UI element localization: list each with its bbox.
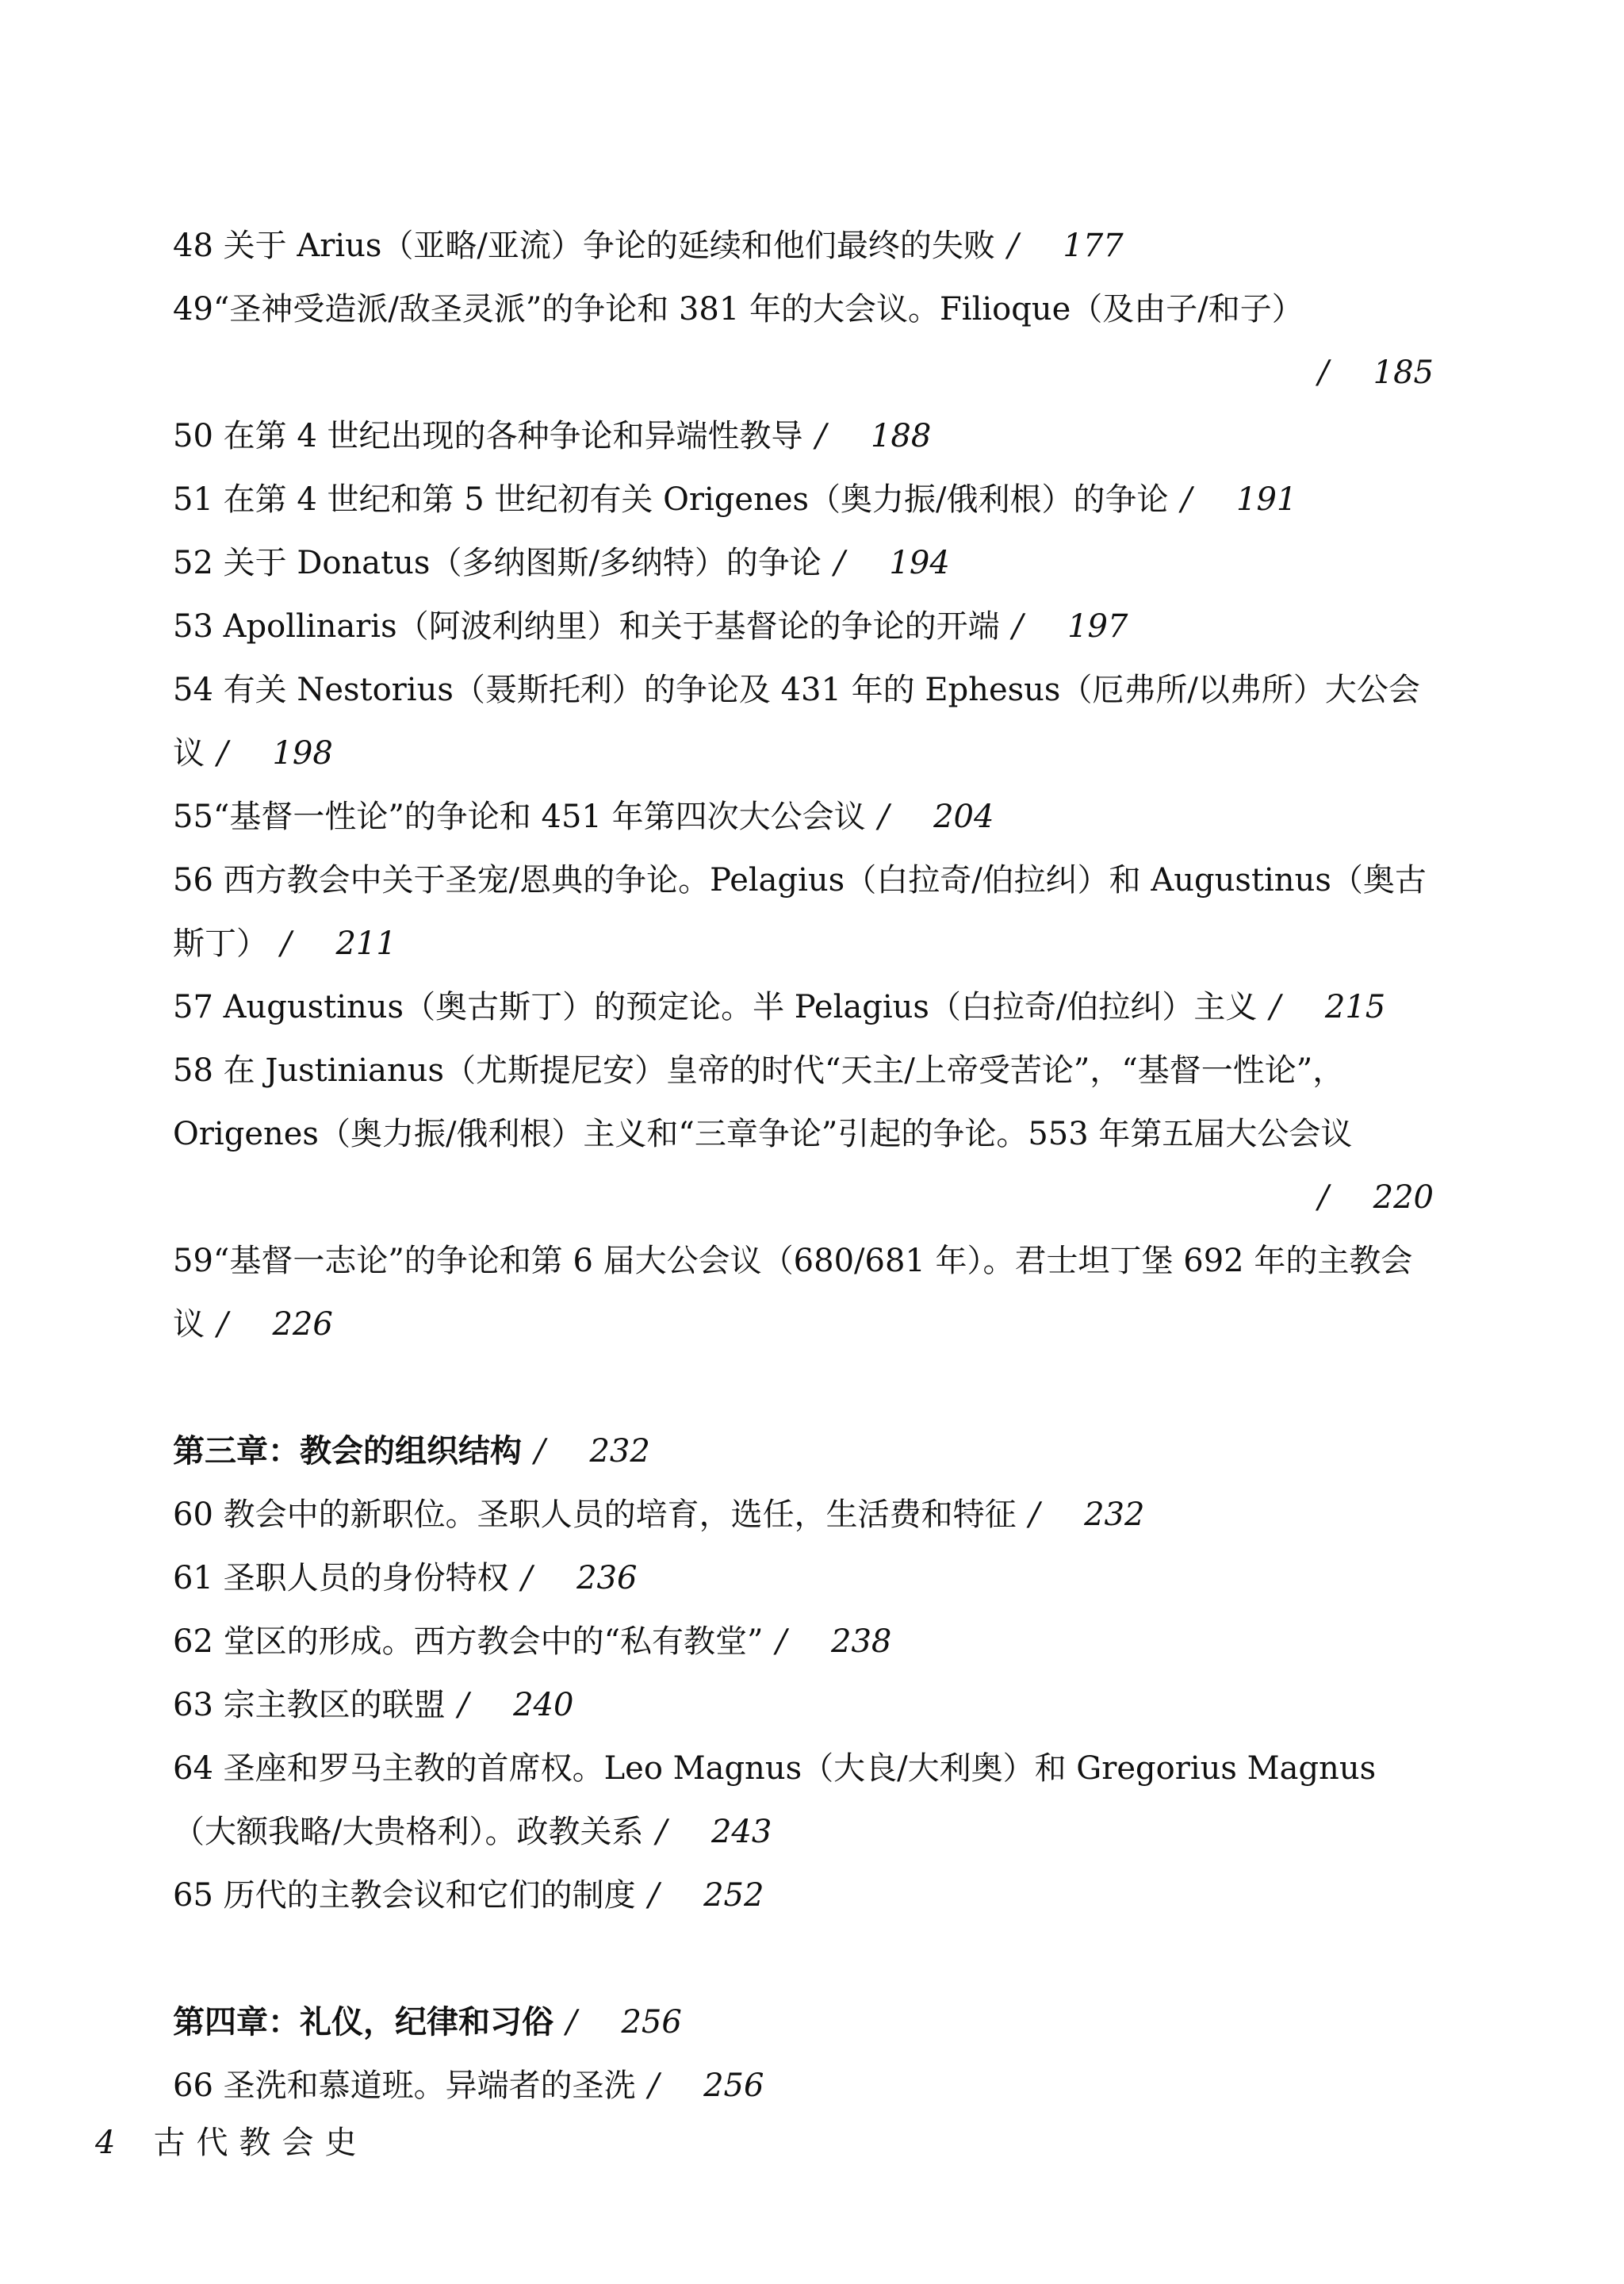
page-number: 4 xyxy=(95,2125,116,2161)
page-ref: / 188 xyxy=(815,418,932,454)
page-ref: / 238 xyxy=(776,1623,892,1660)
page-ref: / 204 xyxy=(878,799,994,835)
toc-entry-56: 56 西方教会中关于圣宠/恩典的争论。Pelagius（白拉奇/伯拉纠）和 Augustinus（奥古斯丁） / 211 xyxy=(173,862,1427,962)
page-ref: / 220 xyxy=(1318,1179,1434,1216)
toc-entry-59: 59“基督一志论”的争论和第 6 届大公会议（680/681 年）。君士坦丁堡 692 年的主教会议 / 226 xyxy=(173,1243,1413,1343)
toc-entry-61: 61 圣职人员的身份特权 / 236 xyxy=(173,1560,638,1596)
toc-entry-60: 60 教会中的新职位。圣职人员的培育，选任，生活费和特征 / 232 xyxy=(173,1496,1145,1533)
page-ref: / 256 xyxy=(566,2004,682,2041)
page-ref: / 197 xyxy=(1012,608,1128,645)
section-gap xyxy=(173,1927,1434,1991)
page-ref: / 236 xyxy=(521,1560,638,1596)
toc-entry-55: 55“基督一性论”的争论和 451 年第四次大公会议 / 204 xyxy=(173,799,994,835)
page-ref: / 194 xyxy=(833,545,950,581)
toc-entry-51: 51 在第 4 世纪和第 5 世纪初有关 Origenes（奥力振/俄利根）的争论 / 191 xyxy=(173,481,1297,518)
page-ref: / 232 xyxy=(534,1433,650,1470)
toc-entry-66: 66 圣洗和慕道班。异端者的圣洗 / 256 xyxy=(173,2067,764,2104)
page-ref: / 198 xyxy=(217,735,333,772)
page-ref: / 185 xyxy=(1318,354,1434,391)
toc-entry-64: 64 圣座和罗马主教的首席权。Leo Magnus（大良/大利奥）和 Gregorius Magnus（大额我略/大贵格利）。政教关系 / 243 xyxy=(173,1750,1377,1850)
toc-entry-63: 63 宗主教区的联盟 / 240 xyxy=(173,1687,574,1723)
toc-entry-57: 57 Augustinus（奥古斯丁）的预定论。半 Pelagius（白拉奇/伯拉纠）主义 / 215 xyxy=(173,989,1386,1025)
section-gap xyxy=(173,1356,1434,1420)
chapter-4-heading: 第四章：礼仪，纪律和习俗 / 256 xyxy=(173,2004,682,2041)
toc-entry-52: 52 关于 Donatus（多纳图斯/多纳特）的争论 / 194 xyxy=(173,545,950,581)
toc-entry-54: 54 有关 Nestorius（聂斯托利）的争论及 431 年的 Ephesus（厄弗所/以弗所）大公会议 / 198 xyxy=(173,672,1420,772)
table-of-contents xyxy=(173,214,1434,2117)
toc-entry-49: 49“圣神受造派/敌圣灵派”的争论和 381 年的大会议。Filioque（及由子/和子） / 185 xyxy=(173,278,1434,404)
toc-entry-48: 48 关于 Arius（亚略/亚流）争论的延续和他们最终的失败 / 177 xyxy=(173,228,1124,264)
toc-entry-53: 53 Apollinaris（阿波利纳里）和关于基督论的争论的开端 / 197 xyxy=(173,608,1128,645)
page-ref: / 252 xyxy=(648,1877,764,1914)
page-ref: / 232 xyxy=(1028,1496,1145,1533)
running-title: 古代教会史 xyxy=(153,2125,368,2161)
toc-entry-58: 58 在 Justinianus（尤斯提尼安）皇帝的时代“天主/上帝受苦论”，“基督一性论”，Origenes（奥力振/俄利根）主义和“三章争论”引起的争论。553 年第五届大公会议 / 220 xyxy=(173,1039,1434,1229)
page-ref: / 215 xyxy=(1270,989,1386,1025)
toc-entry-62: 62 堂区的形成。西方教会中的“私有教堂” / 238 xyxy=(173,1623,892,1660)
toc-entry-50: 50 在第 4 世纪出现的各种争论和异端性教导 / 188 xyxy=(173,418,932,454)
page-ref: / 177 xyxy=(1007,228,1124,264)
toc-entry-65: 65 历代的主教会议和它们的制度 / 252 xyxy=(173,1877,764,1914)
page-ref: / 256 xyxy=(648,2067,764,2104)
page-ref: / 243 xyxy=(656,1814,772,1850)
page-ref: / 226 xyxy=(217,1306,333,1343)
page-ref: / 240 xyxy=(458,1687,574,1723)
chapter-3-heading: 第三章：教会的组织结构 / 232 xyxy=(173,1433,650,1470)
page-ref: / 211 xyxy=(281,925,396,962)
page-ref: / 191 xyxy=(1181,481,1297,518)
page-footer xyxy=(95,2117,367,2163)
